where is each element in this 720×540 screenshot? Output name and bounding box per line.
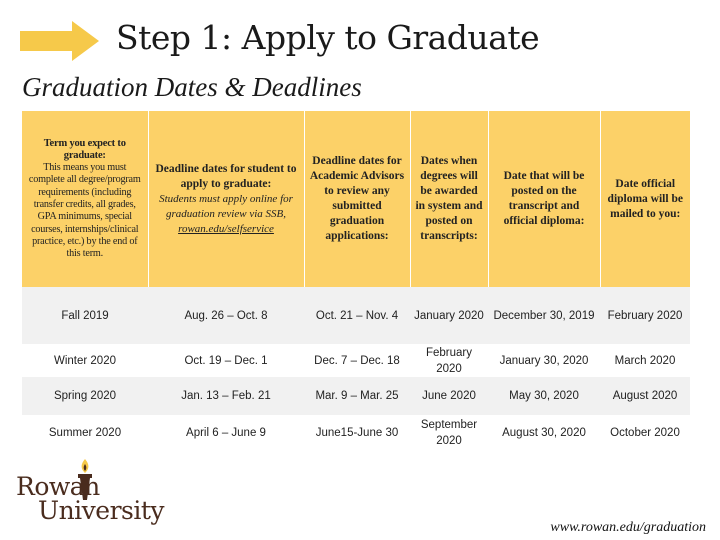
header-advisor-deadline	[304, 111, 410, 287]
degree-awarded-cell: September 2020	[420, 418, 478, 447]
apply-deadline-cell: Oct. 19 – Dec. 1	[184, 354, 268, 367]
table-header-row	[22, 111, 690, 287]
header-transcript-label: Date that will be posted on the transcript and official diploma:	[503, 170, 585, 227]
table-row	[22, 287, 690, 344]
term-cell: Spring 2020	[22, 377, 148, 415]
transcript-date-cell: May 30, 2020	[488, 377, 600, 415]
table-row	[22, 415, 690, 450]
header-degree-awarded	[410, 111, 488, 287]
transcript-date-cell: December 30, 2019	[488, 287, 600, 344]
right-arrow-icon	[20, 20, 100, 62]
graduation-url[interactable]: www.rowan.edu/graduation	[550, 520, 706, 535]
header-apply-title: Deadline dates for student to apply to graduate:	[155, 162, 297, 190]
header-advisor-label: Deadline dates for Academic Advisors to review any submitted graduation applications:	[309, 155, 405, 242]
apply-deadline-cell: April 6 – June 9	[186, 426, 266, 439]
diploma-mailed-cell: February 2020	[600, 287, 690, 344]
header-transcript-date	[488, 111, 600, 287]
slide-title: Step 1: Apply to Graduate	[116, 18, 540, 57]
header-apply-note: Students must apply online for graduation review via SSB,	[159, 192, 293, 220]
graduation-dates-table	[22, 111, 690, 450]
advisor-deadline-cell: Dec. 7 – Dec. 18	[314, 354, 400, 367]
logo-wordmark-university: University	[38, 496, 165, 525]
apply-deadline-cell: Jan. 13 – Feb. 21	[148, 377, 304, 415]
diploma-mailed-cell: October 2020	[610, 426, 680, 439]
self-service-link[interactable]: rowan.edu/selfservice	[178, 222, 274, 235]
diploma-mailed-cell: March 2020	[614, 354, 676, 367]
apply-deadline-cell: Aug. 26 – Oct. 8	[148, 287, 304, 344]
slide-subtitle: Graduation Dates & Deadlines	[22, 72, 362, 102]
transcript-date-cell: January 30, 2020	[499, 354, 589, 367]
header-term-title: Term you expect to graduate:	[43, 137, 126, 161]
advisor-deadline-cell: Mar. 9 – Mar. 25	[304, 377, 410, 415]
diploma-mailed-cell: August 2020	[600, 377, 690, 415]
advisor-deadline-cell: Oct. 21 – Nov. 4	[304, 287, 410, 344]
term-cell: Summer 2020	[48, 426, 122, 439]
rowan-university-logo	[14, 458, 165, 525]
header-term-detail: This means you must complete all degree/program requirements (including transfer credits, all grades, GPA minimums, special courses, internships/clinical practice, etc.) by the end of this term.	[28, 162, 141, 260]
logo-wordmark-rowan: Rowan	[16, 472, 100, 501]
term-cell: Winter 2020	[53, 354, 116, 367]
header-diploma-label: Date official diploma will be mailed to you:	[607, 177, 683, 220]
table-row	[22, 377, 690, 415]
table-row	[22, 344, 690, 377]
advisor-deadline-cell: June15-June 30	[315, 426, 399, 439]
degree-awarded-cell: June 2020	[410, 377, 488, 415]
header-diploma-mailed	[600, 111, 690, 287]
term-cell: Fall 2019	[22, 287, 148, 344]
degree-awarded-cell: January 2020	[410, 287, 488, 344]
header-term	[22, 111, 148, 287]
header-apply-deadline	[148, 111, 304, 287]
header-degree-label: Dates when degrees will be awarded in system and posted on transcripts:	[415, 155, 483, 242]
degree-awarded-cell: February 2020	[425, 346, 473, 375]
transcript-date-cell: August 30, 2020	[502, 426, 586, 439]
